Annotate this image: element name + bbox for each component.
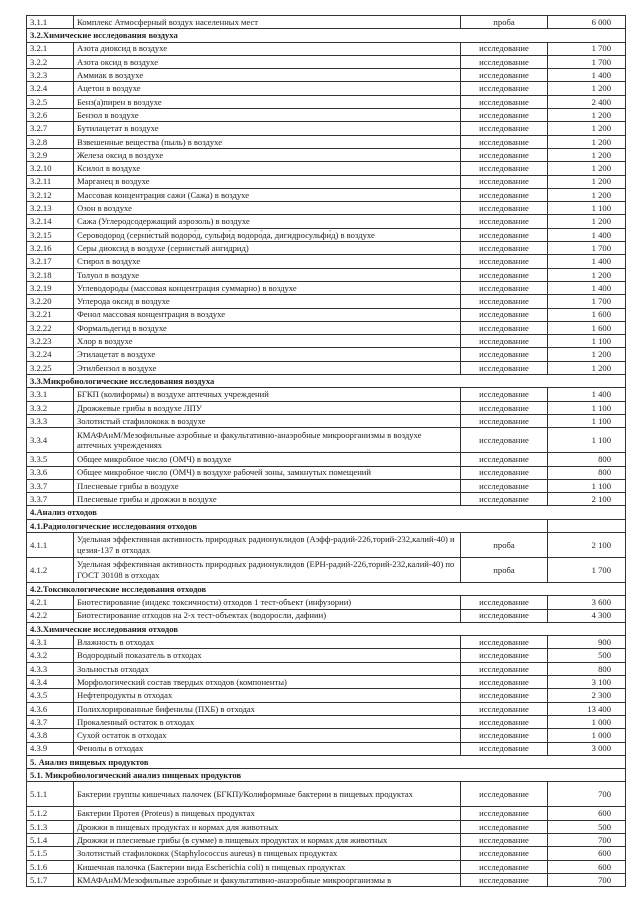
table-row: [27, 609, 626, 622]
empty-price-cell: [548, 519, 626, 532]
item-unit: исследование: [461, 428, 548, 453]
item-description: Бенз(а)пирен в воздухе: [74, 95, 461, 108]
item-price: 1 200: [548, 122, 626, 135]
item-number: 3.3.2: [27, 401, 74, 414]
item-number: 4.3.6: [27, 702, 74, 715]
table-row: [27, 82, 626, 95]
item-price: 800: [548, 662, 626, 675]
item-description: Водородный показатель в отходах: [74, 649, 461, 662]
item-description: Биотестирование отходов на 2-х тест-объектах (водоросли, дафнии): [74, 609, 461, 622]
item-description: Углеводороды (массовая концентрация суммарно) в воздухе: [74, 281, 461, 294]
item-description: Морфологический состав твердых отходов (компоненты): [74, 676, 461, 689]
item-price: 800: [548, 453, 626, 466]
item-number: 3.3.5: [27, 453, 74, 466]
item-price: 4 300: [548, 609, 626, 622]
table-row: [27, 55, 626, 68]
item-description: КМАФАнМ/Мезофильные аэробные и факультативно-анаэробные микроорганизмы в: [74, 873, 461, 886]
item-price: 1 000: [548, 729, 626, 742]
section-header-row: [27, 622, 626, 635]
item-price: 700: [548, 873, 626, 886]
item-description: Марганец в воздухе: [74, 175, 461, 188]
item-description: Ацетон в воздухе: [74, 82, 461, 95]
item-number: 3.3.3: [27, 414, 74, 427]
item-description: Сухой остаток в отходах: [74, 729, 461, 742]
item-price: 900: [548, 636, 626, 649]
item-unit: исследование: [461, 414, 548, 427]
item-number: 4.3.9: [27, 742, 74, 755]
item-unit: исследование: [461, 388, 548, 401]
item-unit: исследование: [461, 782, 548, 807]
item-price: 1 200: [548, 162, 626, 175]
item-number: 4.3.2: [27, 649, 74, 662]
item-number: 3.2.12: [27, 188, 74, 201]
item-price: 1 100: [548, 335, 626, 348]
table-row: [27, 202, 626, 215]
item-description: Дрожжи и плесневые грибы (в сумме) в пищевых продуктах и кормах для животных: [74, 834, 461, 847]
item-number: 4.1.1: [27, 532, 74, 557]
item-number: 3.2.6: [27, 109, 74, 122]
item-number: 3.2.1: [27, 42, 74, 55]
section-header-row: [27, 519, 626, 532]
item-number: 3.2.11: [27, 175, 74, 188]
table-row: [27, 479, 626, 492]
item-description: Стирол в воздухе: [74, 255, 461, 268]
item-unit: исследование: [461, 742, 548, 755]
item-unit: проба: [461, 557, 548, 582]
item-number: 3.2.9: [27, 148, 74, 161]
item-number: 3.2.21: [27, 308, 74, 321]
item-price: 1 200: [548, 268, 626, 281]
item-number: 3.1.1: [27, 16, 74, 29]
item-price: 1 100: [548, 479, 626, 492]
item-unit: исследование: [461, 335, 548, 348]
table-row: [27, 649, 626, 662]
item-number: 4.2.1: [27, 596, 74, 609]
item-number: 3.2.2: [27, 55, 74, 68]
table-row: [27, 596, 626, 609]
item-unit: исследование: [461, 847, 548, 860]
table-row: [27, 281, 626, 294]
item-number: 5.1.3: [27, 820, 74, 833]
table-row: [27, 532, 626, 557]
item-number: 3.2.14: [27, 215, 74, 228]
item-description: Бензол в воздухе: [74, 109, 461, 122]
table-row: [27, 820, 626, 833]
table-row: [27, 95, 626, 108]
item-number: 3.3.1: [27, 388, 74, 401]
table-row: [27, 807, 626, 820]
table-row: [27, 69, 626, 82]
item-description: Золотистый стафилококк в воздухе: [74, 414, 461, 427]
item-number: 3.2.18: [27, 268, 74, 281]
item-description: Этилацетат в воздухе: [74, 348, 461, 361]
item-description: Плесневые грибы в воздухе: [74, 479, 461, 492]
item-unit: исследование: [461, 55, 548, 68]
item-price: 1 700: [548, 295, 626, 308]
item-description: Удельная эффективная активность природных радионуклидов (ЕРН-радий-226,торий-232,калий-40) по ГОСТ 30108 в отходах: [74, 557, 461, 582]
item-description: Прокаленный остаток в отходах: [74, 715, 461, 728]
item-price: 1 200: [548, 175, 626, 188]
table-row: [27, 16, 626, 29]
section-title: 5.1. Микробиологический анализ пищевых продуктов: [27, 769, 626, 782]
item-unit: исследование: [461, 148, 548, 161]
item-description: Этилбензол в воздухе: [74, 361, 461, 374]
item-description: Ксилол в воздухе: [74, 162, 461, 175]
item-unit: исследование: [461, 807, 548, 820]
item-description: Бутилацетат в воздухе: [74, 122, 461, 135]
item-number: 3.2.15: [27, 228, 74, 241]
item-price: 1 400: [548, 388, 626, 401]
item-price: 1 600: [548, 308, 626, 321]
item-unit: исследование: [461, 122, 548, 135]
item-price: 2 100: [548, 532, 626, 557]
item-number: 3.2.20: [27, 295, 74, 308]
item-unit: исследование: [461, 242, 548, 255]
section-title: 3.3.Микробиологические исследования воздуха: [27, 375, 626, 388]
item-unit: исследование: [461, 401, 548, 414]
item-number: 4.3.8: [27, 729, 74, 742]
item-price: 1 000: [548, 715, 626, 728]
item-price: 600: [548, 860, 626, 873]
item-price: 3 000: [548, 742, 626, 755]
table-row: [27, 388, 626, 401]
item-unit: исследование: [461, 676, 548, 689]
item-description: Сероводород (серни́стый водоро́д, сульфи́д водоро́да, дигидросульфи́д) в воздухе: [74, 228, 461, 241]
item-number: 3.2.16: [27, 242, 74, 255]
section-title: 4.3.Химические исследования отходов: [27, 622, 626, 635]
item-unit: исследование: [461, 321, 548, 334]
item-number: 3.3.6: [27, 466, 74, 479]
table-row: [27, 702, 626, 715]
item-number: 3.2.23: [27, 335, 74, 348]
table-row: [27, 689, 626, 702]
item-number: 3.2.17: [27, 255, 74, 268]
section-title: 4.2.Токсикологические исследования отходов: [27, 582, 626, 595]
item-number: 3.3.7: [27, 493, 74, 506]
item-unit: исследование: [461, 702, 548, 715]
item-price: 500: [548, 820, 626, 833]
item-description: Аммиак в воздухе: [74, 69, 461, 82]
item-number: 5.1.5: [27, 847, 74, 860]
table-row: [27, 175, 626, 188]
table-row: [27, 162, 626, 175]
section-title: 3.2.Химические исследования воздуха: [27, 29, 626, 42]
item-price: 1 200: [548, 361, 626, 374]
item-unit: исследование: [461, 715, 548, 728]
table-row: [27, 782, 626, 807]
item-price: 1 200: [548, 135, 626, 148]
item-unit: исследование: [461, 188, 548, 201]
item-unit: исследование: [461, 202, 548, 215]
item-unit: исследование: [461, 636, 548, 649]
item-unit: исследование: [461, 466, 548, 479]
item-price: 1 100: [548, 414, 626, 427]
item-price: 2 300: [548, 689, 626, 702]
table-row: [27, 361, 626, 374]
item-unit: исследование: [461, 215, 548, 228]
item-number: 3.2.24: [27, 348, 74, 361]
item-description: Зольностьв отходах: [74, 662, 461, 675]
item-description: Дрожжи в пищевых продуктах и кормах для животных: [74, 820, 461, 833]
table-row: [27, 148, 626, 161]
item-unit: исследование: [461, 228, 548, 241]
item-number: 3.2.22: [27, 321, 74, 334]
table-row: [27, 348, 626, 361]
item-description: Общее микробное число (ОМЧ) в воздухе: [74, 453, 461, 466]
item-description: Железа оксид в воздухе: [74, 148, 461, 161]
item-number: 3.3.7: [27, 479, 74, 492]
item-unit: исследование: [461, 662, 548, 675]
item-price: 2 100: [548, 493, 626, 506]
item-price: 700: [548, 834, 626, 847]
item-description: Азота диоксид в воздухе: [74, 42, 461, 55]
item-description: Кишечная палочка (Бактерии вида Escherichia coli) в пищевых продуктах: [74, 860, 461, 873]
item-price: 1 700: [548, 557, 626, 582]
item-description: Дрожжевые грибы в воздухе ЛПУ: [74, 401, 461, 414]
item-description: Золотистый стафилококк (Staphylococcus aureus) в пищевых продуктах: [74, 847, 461, 860]
section-title: 4.Анализ отходов: [27, 506, 626, 519]
item-price: 3 600: [548, 596, 626, 609]
item-price: 500: [548, 649, 626, 662]
item-price: 1 100: [548, 428, 626, 453]
item-number: 3.2.4: [27, 82, 74, 95]
table-row: [27, 109, 626, 122]
item-price: 700: [548, 782, 626, 807]
item-description: Бактерии Протея (Proteus) в пищевых продуктах: [74, 807, 461, 820]
item-price: 600: [548, 847, 626, 860]
item-description: БГКП (колиформы) в воздухе аптечных учреждений: [74, 388, 461, 401]
item-price: 2 400: [548, 95, 626, 108]
item-number: 4.3.4: [27, 676, 74, 689]
item-description: Плесневые грибы и дрожжи в воздухе: [74, 493, 461, 506]
item-number: 3.2.25: [27, 361, 74, 374]
item-unit: исследование: [461, 348, 548, 361]
item-price: 13 400: [548, 702, 626, 715]
item-unit: исследование: [461, 82, 548, 95]
item-description: Комплекс Атмосферный воздух населенных мест: [74, 16, 461, 29]
item-description: Удельная эффективная активность природных радионуклидов (Аэфф-радий-226,торий-232,калий-40) и цезия-137 в отходах: [74, 532, 461, 557]
item-number: 4.3.5: [27, 689, 74, 702]
item-price: 1 400: [548, 255, 626, 268]
item-price: 800: [548, 466, 626, 479]
item-description: Фенол массовая концентрация в воздухе: [74, 308, 461, 321]
section-header-row: [27, 769, 626, 782]
item-description: Влажность в отходах: [74, 636, 461, 649]
table-row: [27, 122, 626, 135]
item-unit: исследование: [461, 649, 548, 662]
item-price: 1 400: [548, 281, 626, 294]
item-unit: исследование: [461, 820, 548, 833]
item-unit: исследование: [461, 453, 548, 466]
section-title: 4.1.Радиологические исследования отходов: [27, 519, 548, 532]
item-unit: исследование: [461, 69, 548, 82]
item-price: 1 400: [548, 228, 626, 241]
item-number: 4.3.3: [27, 662, 74, 675]
item-price: 1 200: [548, 148, 626, 161]
item-description: Формальдегид в воздухе: [74, 321, 461, 334]
item-number: 5.1.7: [27, 873, 74, 886]
table-row: [27, 493, 626, 506]
table-row: [27, 42, 626, 55]
item-number: 5.1.1: [27, 782, 74, 807]
item-description: Хлор в воздухе: [74, 335, 461, 348]
item-description: Массовая концентрация сажи (Сажа) в воздухе: [74, 188, 461, 201]
item-description: Фенолы в отходах: [74, 742, 461, 755]
item-description: Нефтепродукты в отходах: [74, 689, 461, 702]
table-row: [27, 860, 626, 873]
section-header-row: [27, 29, 626, 42]
price-list-page: [26, 15, 612, 887]
item-price: 1 200: [548, 188, 626, 201]
item-unit: исследование: [461, 295, 548, 308]
item-unit: исследование: [461, 860, 548, 873]
item-unit: исследование: [461, 42, 548, 55]
item-price: 1 200: [548, 109, 626, 122]
item-number: 4.1.2: [27, 557, 74, 582]
item-description: Толуол в воздухе: [74, 268, 461, 281]
item-number: 5.1.2: [27, 807, 74, 820]
table-row: [27, 215, 626, 228]
table-row: [27, 636, 626, 649]
item-number: 3.2.13: [27, 202, 74, 215]
item-unit: исследование: [461, 175, 548, 188]
item-description: Бактерии группы кишечных палочек (БГКП)/Колиформные бактерии в пищевых продуктах: [74, 782, 461, 807]
table-row: [27, 268, 626, 281]
item-price: 1 200: [548, 215, 626, 228]
item-price: 600: [548, 807, 626, 820]
table-row: [27, 873, 626, 886]
table-row: [27, 834, 626, 847]
item-description: Сажа (Углеродсодержащий аэрозоль) в воздухе: [74, 215, 461, 228]
item-price: 1 700: [548, 242, 626, 255]
table-row: [27, 676, 626, 689]
section-header-row: [27, 375, 626, 388]
item-description: Серы диоксид в воздухе (сернистый ангидрид): [74, 242, 461, 255]
section-header-row: [27, 755, 626, 768]
item-description: КМАФАнМ/Мезофильные аэробные и факультативно-анаэробные микроорганизмы в воздухе аптечных учреждениях: [74, 428, 461, 453]
table-row: [27, 242, 626, 255]
table-row: [27, 308, 626, 321]
item-price: 1 600: [548, 321, 626, 334]
table-row: [27, 335, 626, 348]
item-description: Общее микробное число (ОМЧ) в воздухе рабочей зоны, замкнутых помещений: [74, 466, 461, 479]
table-row: [27, 466, 626, 479]
item-unit: исследование: [461, 109, 548, 122]
table-row: [27, 255, 626, 268]
table-row: [27, 188, 626, 201]
item-unit: исследование: [461, 361, 548, 374]
table-row: [27, 321, 626, 334]
table-row: [27, 401, 626, 414]
item-number: 4.3.1: [27, 636, 74, 649]
item-unit: исследование: [461, 281, 548, 294]
table-row: [27, 557, 626, 582]
item-price: 6 000: [548, 16, 626, 29]
table-row: [27, 414, 626, 427]
item-number: 5.1.6: [27, 860, 74, 873]
item-price: 1 100: [548, 202, 626, 215]
price-list-table: [26, 15, 626, 887]
item-price: 1 700: [548, 42, 626, 55]
item-number: 3.2.7: [27, 122, 74, 135]
item-unit: исследование: [461, 689, 548, 702]
item-description: Биотестирование (индекс токсичности) отходов 1 тест-объект (инфузории): [74, 596, 461, 609]
item-price: 1 100: [548, 401, 626, 414]
item-price: 1 400: [548, 69, 626, 82]
item-unit: исследование: [461, 95, 548, 108]
item-price: 1 200: [548, 82, 626, 95]
item-description: Азота оксид в воздухе: [74, 55, 461, 68]
table-row: [27, 847, 626, 860]
table-row: [27, 135, 626, 148]
item-unit: исследование: [461, 268, 548, 281]
item-number: 4.2.2: [27, 609, 74, 622]
item-unit: исследование: [461, 255, 548, 268]
item-number: 5.1.4: [27, 834, 74, 847]
table-row: [27, 729, 626, 742]
item-unit: исследование: [461, 834, 548, 847]
table-row: [27, 228, 626, 241]
table-row: [27, 453, 626, 466]
section-header-row: [27, 506, 626, 519]
item-description: Углерода оксид в воздухе: [74, 295, 461, 308]
item-number: 3.2.5: [27, 95, 74, 108]
section-header-row: [27, 582, 626, 595]
item-unit: проба: [461, 16, 548, 29]
item-unit: исследование: [461, 493, 548, 506]
item-unit: исследование: [461, 135, 548, 148]
table-row: [27, 715, 626, 728]
section-title: 5. Анализ пищевых продуктов: [27, 755, 626, 768]
item-description: Озон в воздухе: [74, 202, 461, 215]
item-unit: исследование: [461, 308, 548, 321]
table-row: [27, 428, 626, 453]
table-row: [27, 295, 626, 308]
item-unit: исследование: [461, 609, 548, 622]
item-number: 3.2.10: [27, 162, 74, 175]
item-number: 3.2.8: [27, 135, 74, 148]
item-unit: исследование: [461, 729, 548, 742]
item-number: 3.2.19: [27, 281, 74, 294]
item-number: 3.3.4: [27, 428, 74, 453]
item-price: 3 100: [548, 676, 626, 689]
item-unit: исследование: [461, 479, 548, 492]
item-number: 3.2.3: [27, 69, 74, 82]
item-description: Взвешенные вещества (пыль) в воздухе: [74, 135, 461, 148]
table-row: [27, 662, 626, 675]
table-row: [27, 742, 626, 755]
item-price: 1 200: [548, 348, 626, 361]
item-unit: исследование: [461, 873, 548, 886]
item-description: Полихлорированные бифенилы (ПХБ) в отходах: [74, 702, 461, 715]
item-price: 1 700: [548, 55, 626, 68]
item-number: 4.3.7: [27, 715, 74, 728]
item-unit: исследование: [461, 162, 548, 175]
item-unit: проба: [461, 532, 548, 557]
item-unit: исследование: [461, 596, 548, 609]
